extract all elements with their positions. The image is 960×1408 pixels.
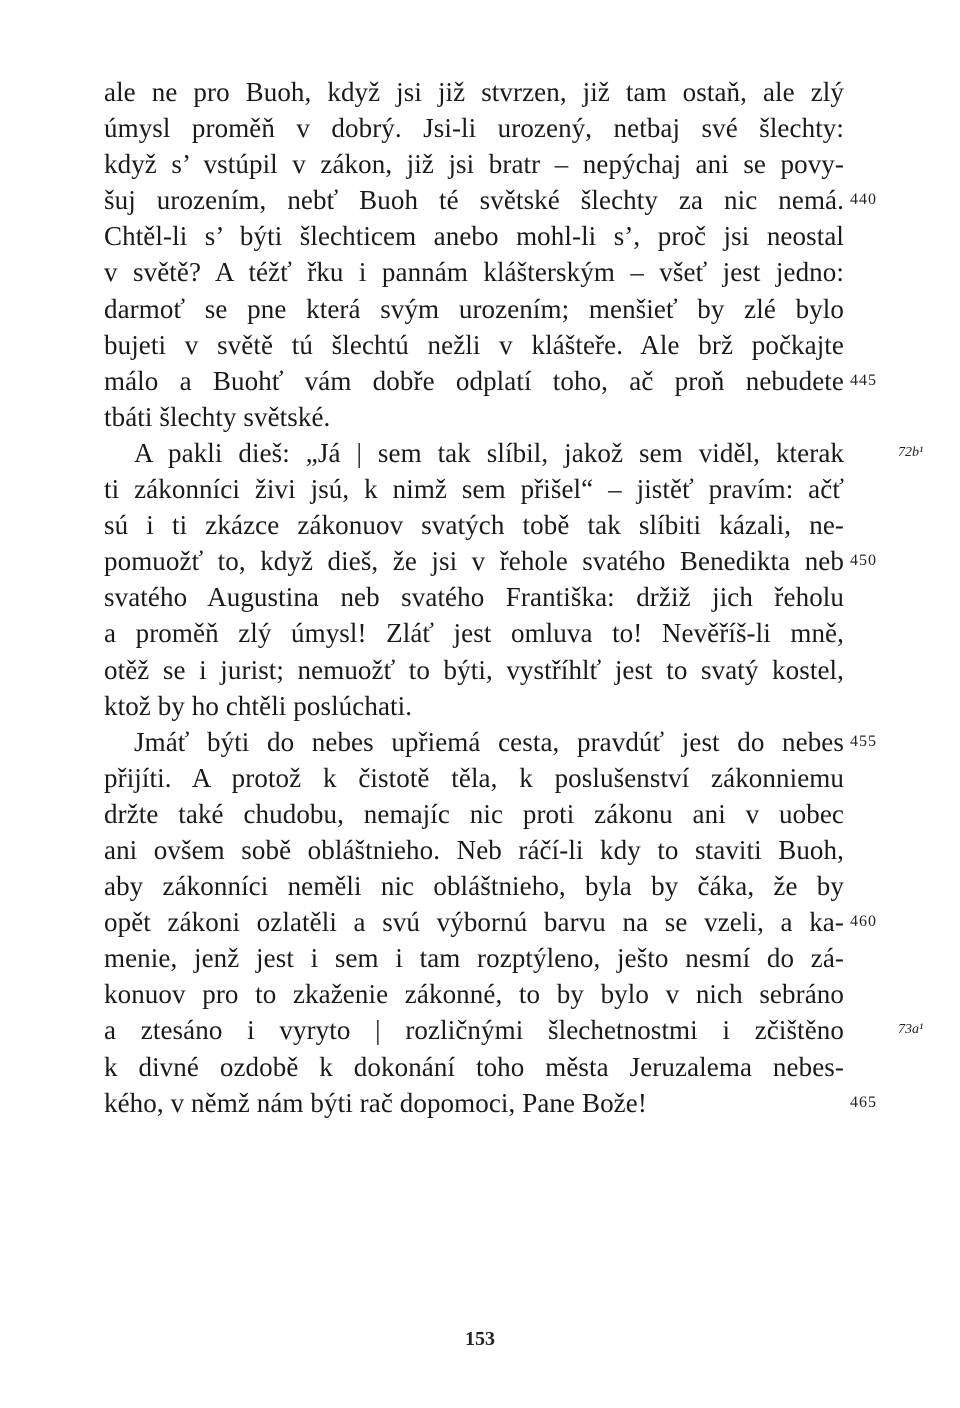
text-line: a proměň zlý úmysl! Zláť jest omluva to! Nevěříš-li mně,	[104, 618, 844, 649]
line-number-460: 460	[850, 913, 877, 931]
line-number-465: 465	[850, 1093, 877, 1111]
line-number-445: 445	[850, 371, 877, 389]
text-line: když s’ vstúpil v zákon, již jsi bratr – nepýchaj ani se povy-	[104, 149, 844, 180]
text-line: ani ovšem sobě obláštnieho. Neb ráčí-li kdy to staviti Buoh,	[104, 834, 844, 865]
text-line: pomuožť to, když dieš, že jsi v řehole svatého Benedikta neb	[104, 546, 844, 577]
text-line: konuov pro to zkaženie zákonné, to by bylo v nich sebráno	[104, 979, 844, 1010]
folio-ref-72b: 72b¹	[898, 445, 924, 460]
text-line: darmoť se pne která svým urozením; menšieť by zlé bylo	[104, 293, 844, 324]
text-line: otěž se i jurist; nemuožť to býti, vystříhlť jest to svatý kostel,	[104, 654, 844, 685]
text-line: menie, jenž jest i sem i tam rozptýleno, ješto nesmí do zá-	[104, 943, 844, 974]
text-line: kého, v němž nám býti rač dopomoci, Pane Bože!	[104, 1087, 647, 1118]
text-line: ale ne pro Buoh, když jsi již stvrzen, již tam ostaň, ale zlý	[104, 77, 844, 107]
text-block	[104, 74, 844, 1121]
text-line: málo a Buohť vám dobře odplatí toho, ač proň nebudete	[104, 365, 844, 396]
line-number-450: 450	[850, 552, 877, 570]
line-number-440: 440	[850, 191, 877, 209]
text-line: ti zákonníci živi jsú, k nimž sem přišel“ – jistěť pravím: ačť	[104, 474, 844, 505]
text-line: sú i ti zkázce zákonuov svatých tobě tak slíbiti kázali, ne-	[104, 510, 844, 541]
page-number: 153	[465, 1328, 495, 1350]
text-line: opět zákoni ozlatěli a svú výbornú barvu na se vzeli, a ka-	[104, 907, 844, 938]
text-line: tbáti šlechty světské.	[104, 401, 331, 432]
text-line: aby zákonníci neměli nic obláštnieho, byla by čáka, že by	[104, 871, 844, 902]
text-line: Chtěl-li s’ býti šlechticem anebo mohl-li s’, proč jsi neostal	[104, 221, 844, 252]
text-line: úmysl proměň v dobrý. Jsi-li urozený, netbaj své šlechty:	[104, 113, 844, 144]
text-line: držte také chudobu, nemajíc nic proti zákonu ani v uobec	[104, 798, 844, 829]
text-line: bujeti v světě tú šlechtú nežli v klášteře. Ale brž počkajte	[104, 329, 844, 360]
text-line: Jmáť býti do nebes upřiemá cesta, pravdúť jest do nebes	[134, 726, 844, 757]
text-line: a ztesáno i vyryto | rozličnými šlechetnostmi i zčištěno	[104, 1015, 844, 1046]
text-line: přijíti. A protož k čistotě těla, k poslušenství zákonniemu	[104, 762, 844, 793]
text-line: k divné ozdobě k dokonání toho města Jeruzalema nebes-	[104, 1051, 844, 1082]
text-line: ktož by ho chtěli poslúchati.	[104, 690, 413, 721]
line-number-455: 455	[850, 732, 877, 750]
folio-ref-73a: 73a¹	[898, 1022, 924, 1037]
text-line: šuj urozením, nebť Buoh té světské šlechty za nic nemá.	[104, 185, 844, 216]
text-line: svatého Augustina neb svatého Františka: držiž jich řeholu	[104, 582, 844, 613]
text-line: v světě? A téžť řku i pannám klášterským – všeť jest jedno:	[104, 257, 844, 288]
text-line: A pakli dieš: „Já | sem tak slíbil, jakož sem viděl, kterak	[134, 437, 844, 468]
